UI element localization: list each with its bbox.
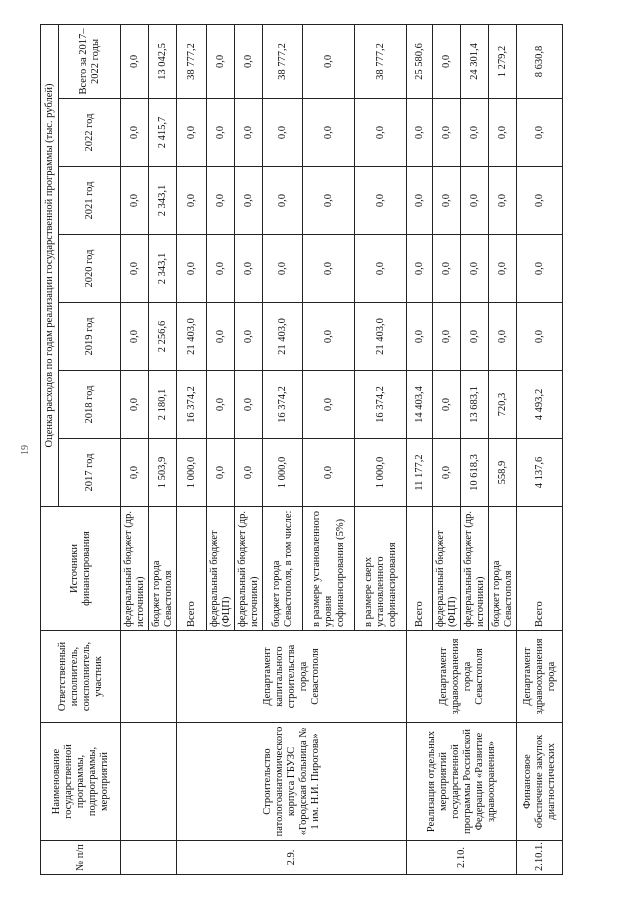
value-cell: 0,0 xyxy=(121,303,149,371)
value-cell: 0,0 xyxy=(235,303,263,371)
value-cell: 0,0 xyxy=(177,167,207,235)
source-cell: федеральный бюджет (др. источники) xyxy=(121,507,149,631)
value-cell: 2 343,1 xyxy=(149,235,177,303)
value-cell: 558,9 xyxy=(489,439,517,507)
value-cell: 0,0 xyxy=(207,99,235,167)
value-cell: 21 403,0 xyxy=(263,303,303,371)
value-cell: 0,0 xyxy=(433,167,461,235)
header-responsible: Ответственный исполнитель, соисполнитель, участник xyxy=(41,631,121,723)
total-cell: 38 777,2 xyxy=(177,24,207,98)
table-row xyxy=(407,24,433,874)
value-cell: 0,0 xyxy=(433,235,461,303)
value-cell: 0,0 xyxy=(235,371,263,439)
total-cell: 13 042,5 xyxy=(149,24,177,98)
value-cell: 0,0 xyxy=(407,99,433,167)
value-cell: 0,0 xyxy=(355,235,407,303)
source-cell: Всего xyxy=(407,507,433,631)
value-cell: 0,0 xyxy=(207,371,235,439)
value-cell: 0,0 xyxy=(407,167,433,235)
value-cell: 0,0 xyxy=(303,167,355,235)
value-cell: 1 000,0 xyxy=(355,439,407,507)
value-cell: 0,0 xyxy=(121,371,149,439)
cell-name-prev xyxy=(121,723,177,841)
value-cell: 0,0 xyxy=(517,99,563,167)
total-cell: 0,0 xyxy=(207,24,235,98)
source-cell: бюджет города Севастополя xyxy=(489,507,517,631)
value-cell: 0,0 xyxy=(433,371,461,439)
total-cell: 0,0 xyxy=(235,24,263,98)
total-cell: 25 580,6 xyxy=(407,24,433,98)
value-cell: 16 374,2 xyxy=(263,371,303,439)
header-name: Наименование государственной программы, подпрограммы, мероприятий xyxy=(41,723,121,841)
value-cell: 0,0 xyxy=(407,235,433,303)
header-year-2020: 2020 год xyxy=(59,235,121,303)
value-cell: 10 618,3 xyxy=(461,439,489,507)
cell-num-prev xyxy=(121,841,177,875)
value-cell: 0,0 xyxy=(517,303,563,371)
source-cell: федеральный бюджет (др. источники) xyxy=(235,507,263,631)
value-cell: 2 256,6 xyxy=(149,303,177,371)
value-cell: 0,0 xyxy=(433,99,461,167)
header-total: Всего за 2017–2022 годы xyxy=(59,24,121,98)
item-name: Финансовое обеспечение закупок диагностических xyxy=(517,723,563,841)
item-number: 2.9. xyxy=(177,841,407,875)
source-cell: Всего xyxy=(517,507,563,631)
header-num: № п/п xyxy=(41,841,121,875)
source-cell: бюджет города Севастополя xyxy=(149,507,177,631)
value-cell: 0,0 xyxy=(121,439,149,507)
value-cell: 13 683,1 xyxy=(461,371,489,439)
value-cell: 0,0 xyxy=(461,303,489,371)
value-cell: 0,0 xyxy=(489,99,517,167)
header-year-2018: 2018 год xyxy=(59,371,121,439)
value-cell: 0,0 xyxy=(235,167,263,235)
item-name: Строительство патологоанатомического корпуса ГБУЗС «Городская больница № 1 им. Н.И. Пирогова» xyxy=(177,723,407,841)
value-cell: 0,0 xyxy=(235,235,263,303)
item-name: Реализация отдельных мероприятий государственной программы Российской Федерации «Развитие здравоохранения» xyxy=(407,723,517,841)
value-cell: 0,0 xyxy=(303,235,355,303)
value-cell: 0,0 xyxy=(461,235,489,303)
value-cell: 0,0 xyxy=(303,439,355,507)
total-cell: 8 630,8 xyxy=(517,24,563,98)
item-number: 2.10.1. xyxy=(517,841,563,875)
value-cell: 16 374,2 xyxy=(177,371,207,439)
value-cell: 16 374,2 xyxy=(355,371,407,439)
value-cell: 0,0 xyxy=(433,303,461,371)
table-row xyxy=(177,24,207,874)
value-cell: 21 403,0 xyxy=(355,303,407,371)
value-cell: 0,0 xyxy=(235,439,263,507)
total-cell: 0,0 xyxy=(121,24,149,98)
value-cell: 0,0 xyxy=(489,303,517,371)
cell-resp-prev xyxy=(121,631,177,723)
value-cell: 0,0 xyxy=(207,235,235,303)
value-cell: 0,0 xyxy=(207,303,235,371)
document-page xyxy=(20,25,580,875)
value-cell: 4 137,6 xyxy=(517,439,563,507)
header-estimate: Оценка расходов по годам реализации государственной программы (тыс. рублей) xyxy=(41,24,59,506)
value-cell: 0,0 xyxy=(489,167,517,235)
header-year-2017: 2017 год xyxy=(59,439,121,507)
value-cell: 1 503,9 xyxy=(149,439,177,507)
source-cell: в размере сверх установленного софинансирования xyxy=(355,507,407,631)
value-cell: 14 403,4 xyxy=(407,371,433,439)
header-year-2019: 2019 год xyxy=(59,303,121,371)
value-cell: 0,0 xyxy=(517,167,563,235)
value-cell: 0,0 xyxy=(433,439,461,507)
value-cell: 21 403,0 xyxy=(177,303,207,371)
table-row xyxy=(121,24,149,874)
value-cell: 0,0 xyxy=(207,167,235,235)
value-cell: 0,0 xyxy=(303,371,355,439)
table-row xyxy=(517,24,563,874)
value-cell: 0,0 xyxy=(303,99,355,167)
item-number: 2.10. xyxy=(407,841,517,875)
source-cell: федеральный бюджет (ФЦП) xyxy=(207,507,235,631)
budget-table xyxy=(40,24,563,875)
value-cell: 0,0 xyxy=(121,99,149,167)
value-cell: 0,0 xyxy=(263,167,303,235)
source-cell: федеральный бюджет (др. источники) xyxy=(461,507,489,631)
value-cell: 1 000,0 xyxy=(263,439,303,507)
value-cell: 0,0 xyxy=(121,167,149,235)
value-cell: 0,0 xyxy=(177,99,207,167)
value-cell: 0,0 xyxy=(303,303,355,371)
source-cell: федеральный бюджет (ФЦП) xyxy=(433,507,461,631)
total-cell: 38 777,2 xyxy=(355,24,407,98)
value-cell: 0,0 xyxy=(235,99,263,167)
value-cell: 0,0 xyxy=(355,167,407,235)
value-cell: 0,0 xyxy=(263,235,303,303)
item-responsible: Департамент здравоохранения города xyxy=(517,631,563,723)
source-cell: бюджет города Севастополя, в том числе: xyxy=(263,507,303,631)
value-cell: 1 000,0 xyxy=(177,439,207,507)
header-year-2021: 2021 год xyxy=(59,167,121,235)
value-cell: 2 180,1 xyxy=(149,371,177,439)
header-sources: Источники финансирования xyxy=(41,507,121,631)
total-cell: 0,0 xyxy=(433,24,461,98)
value-cell: 2 415,7 xyxy=(149,99,177,167)
value-cell: 0,0 xyxy=(177,235,207,303)
total-cell: 24 301,4 xyxy=(461,24,489,98)
source-cell: Всего xyxy=(177,507,207,631)
value-cell: 0,0 xyxy=(121,235,149,303)
total-cell: 38 777,2 xyxy=(263,24,303,98)
value-cell: 11 177,2 xyxy=(407,439,433,507)
item-responsible: Департамент здравоохранения города Севастополя xyxy=(407,631,517,723)
value-cell: 0,0 xyxy=(207,439,235,507)
total-cell: 1 279,2 xyxy=(489,24,517,98)
value-cell: 0,0 xyxy=(489,235,517,303)
header-year-2022: 2022 год xyxy=(59,99,121,167)
value-cell: 0,0 xyxy=(355,99,407,167)
value-cell: 0,0 xyxy=(517,235,563,303)
page-number: 19 xyxy=(20,445,31,455)
value-cell: 2 343,1 xyxy=(149,167,177,235)
item-responsible: Департамент капитального строительства города Севастополя xyxy=(177,631,407,723)
source-cell: в размере установленного уровня софинансирования (5%) xyxy=(303,507,355,631)
value-cell: 0,0 xyxy=(407,303,433,371)
value-cell: 720,3 xyxy=(489,371,517,439)
value-cell: 0,0 xyxy=(263,99,303,167)
value-cell: 4 493,2 xyxy=(517,371,563,439)
total-cell: 0,0 xyxy=(303,24,355,98)
value-cell: 0,0 xyxy=(461,167,489,235)
value-cell: 0,0 xyxy=(461,99,489,167)
